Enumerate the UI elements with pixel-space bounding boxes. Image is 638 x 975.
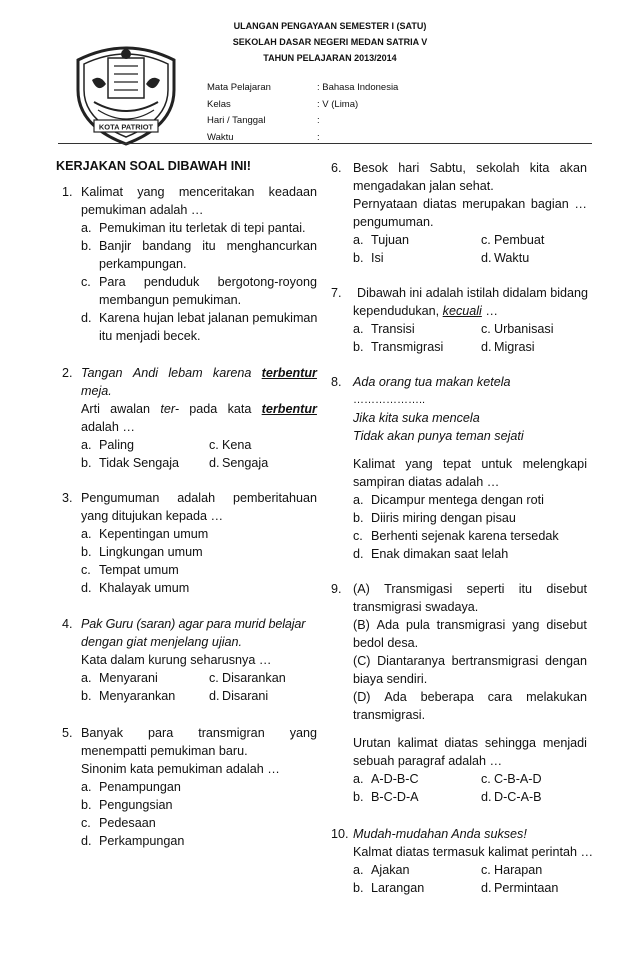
word: yang [512,618,540,632]
word: melengkapi [522,457,587,471]
question-8-prompt-cont: sampiran diatas adalah … [353,475,500,489]
option-label: c. [81,275,91,289]
word: pada [189,402,218,416]
question-6-stem [353,159,587,177]
question-number: 1. [62,185,73,199]
option-label: d. [481,340,492,354]
word: menghancurkan [226,239,317,253]
option-text: Permintaan [494,881,559,895]
option-text: Pengungsian [99,798,173,812]
word: kependudukan, [353,304,440,318]
title-line: TAHUN PELAJARAN 2013/2014 [263,53,397,63]
question-5-stem [81,724,317,742]
word: … [485,304,498,318]
word: itu [518,582,533,596]
option-text: Lingkungan umum [99,545,203,559]
option-label: a. [353,772,364,786]
option-label: d. [481,790,492,804]
word: Banjir [99,239,132,253]
word: Ada [376,618,400,632]
logo-text: KOTA PATRIOT [98,122,154,132]
question-number: 4. [62,617,73,631]
sentence-d-cont: transmigrasi. [353,708,426,722]
question-1-stem [81,183,317,201]
question-6-prompt-cont: pengumuman. [353,215,434,229]
option-text: Enak dimakan saat lelah [371,547,509,561]
info-label: Waktu [207,131,234,143]
word: (B) [353,618,370,632]
option-label: c. [353,529,363,543]
question-number: 9. [331,582,342,596]
option-text: Paling [99,438,135,452]
option-label: a. [353,233,364,247]
poem-line: Jika kita suka mencela [353,411,480,425]
option-label: b. [81,689,92,703]
document-title [180,18,480,66]
option-text-cont: itu menjadi becek. [99,329,201,343]
option-text: Tujuan [371,233,410,247]
option-text: Isi [371,251,384,265]
sentence-b-cont: bedol desa. [353,636,419,650]
word: transmigran [198,726,265,740]
poem-line: Tidak akan punya teman sejati [353,429,524,443]
info-value: : [317,131,320,143]
word: kalimat [397,736,438,750]
option-text: Sengaja [222,456,269,470]
option-text: C-B-A-D [494,772,542,786]
option-text: Transisi [371,322,415,336]
question-10-prompt: Kalmat diatas termasuk kalimat perintah … [353,845,594,859]
word: Pengumuman [81,491,160,505]
word: sehingga [484,736,537,750]
key-word: terbentur [261,366,317,380]
word: seperti [466,582,505,596]
word: bergotong-royong [217,275,317,289]
word: para [148,726,174,740]
word: keadaan [268,185,317,199]
option-label: a. [81,527,92,541]
option-text: Berhenti sejenak karena tersedak [371,529,559,543]
word: bagian [530,197,569,211]
word: akan [559,161,587,175]
word: karena [212,366,252,380]
option-text: Waktu [494,251,530,265]
word: Diantaranya [377,654,445,668]
question-4-prompt: Kata dalam kurung seharusnya … [81,653,272,667]
option-text: Harapan [494,863,543,877]
option-text [99,273,317,291]
question-2-prompt [81,400,317,418]
question-number: 2. [62,366,73,380]
header-divider [58,143,592,144]
option-text [99,237,317,255]
option-text: Pembuat [494,233,545,247]
option-text: D-C-A-B [494,790,542,804]
option-label: a. [81,438,92,452]
word: Banyak [81,726,124,740]
word: sekolah [476,161,520,175]
question-7-stem: Dibawah ini adalah istilah didalam bidang [357,286,589,300]
option-text: Transmigrasi [371,340,444,354]
option-text: Disarani [222,689,269,703]
word: Andi [132,366,159,380]
option-label: d. [353,547,364,561]
option-text: Disarankan [222,671,286,685]
word: diatas [444,736,479,750]
word: (C) [353,654,371,668]
option-text: Dicampur mentega dengan roti [371,493,544,507]
option-text: Larangan [371,881,425,895]
option-label: d. [81,581,92,595]
word: Kalimat [81,185,123,199]
question-1-stem-cont: pemukiman adalah … [81,203,204,217]
word: yang [405,457,433,471]
option-text: Migrasi [494,340,535,354]
option-text: Kepentingan umum [99,527,209,541]
school-logo [64,40,188,148]
info-label: Hari / Tanggal [207,115,266,126]
option-label: b. [81,239,92,253]
word: Urutan [353,736,391,750]
option-label: c. [481,233,491,247]
info-row [207,97,398,114]
question-6-prompt [353,195,587,213]
sentence-a-cont: transmigrasi swadaya. [353,600,479,614]
option-text: Kena [222,438,252,452]
option-label: c. [481,863,491,877]
sentence-c-cont: biaya sendiri. [353,672,428,686]
option-label: b. [81,798,92,812]
word: Ada [384,690,407,704]
word: Transmigasi [384,582,453,596]
option-label: d. [481,251,492,265]
question-9-prompt-cont: sebuah paragraf adalah … [353,754,503,768]
word: beberapa [420,690,474,704]
question-6-stem-cont: mengadakan jalan sehat. [353,179,494,193]
word: adalah [177,491,216,505]
question-number: 7. [331,286,342,300]
key-word: kecuali [442,304,482,318]
word: bandang [142,239,192,253]
option-label: b. [353,511,364,525]
word: merupakan [462,197,526,211]
question-3-stem-cont: yang ditujukan kepada … [81,509,224,523]
option-label: a. [81,671,92,685]
word: Para [99,275,126,289]
title-line: SEKOLAH DASAR NEGERI MEDAN SATRIA V [232,37,428,47]
option-text: Menyarani [99,671,158,685]
option-text: Menyarankan [99,689,176,703]
option-text: Tidak Sengaja [99,456,180,470]
word: Kalimat [353,457,395,471]
option-text: Tempat umum [99,563,179,577]
word: tepat [443,457,472,471]
option-text-cont: perkampungan. [99,257,187,271]
question-number: 5. [62,726,73,740]
option-text: Urbanisasi [494,322,554,336]
option-text: Karena hujan lebat jalanan pemukiman [99,311,318,325]
word: ter- [160,402,180,416]
word: itu [202,239,216,253]
word: kata [227,402,252,416]
option-label: a. [353,863,364,877]
option-label: c. [481,322,491,336]
word: menjadi [542,736,587,750]
instructions-heading: KERJAKAN SOAL DIBAWAH INI! [56,159,251,173]
option-label: b. [353,790,364,804]
word: Tangan [81,366,123,380]
word: disebut [546,582,587,596]
word: Arti [81,402,100,416]
word: Sabtu, [429,161,466,175]
question-7-stem-cont [353,302,498,320]
sentence-d [353,688,587,706]
info-value: : [317,115,320,126]
poem-line: Ada orang tua makan ketela [353,375,511,389]
title-line: ULANGAN PENGAYAAN SEMESTER I (SATU) [233,21,427,31]
info-row [207,80,398,97]
word: (A) [353,582,370,596]
info-value: : V (Lima) [317,98,359,110]
option-label: a. [353,322,364,336]
option-label: b. [353,251,364,265]
option-text: B-C-D-A [371,790,419,804]
option-label: a. [81,780,92,794]
question-9-prompt [353,734,587,752]
sentence-b [353,616,587,634]
question-number: 6. [331,161,342,175]
word: (D) [353,690,371,704]
option-label: a. [353,493,364,507]
option-label: d. [209,689,220,703]
word: yang [289,726,317,740]
word: menceritakan [178,185,255,199]
option-label: b. [81,545,92,559]
question-10-stem: Mudah-mudahan Anda sukses! [353,827,527,841]
option-label: c. [209,671,219,685]
question-5-prompt: Sinonim kata pemukiman adalah … [81,762,280,776]
word: lebam [168,366,203,380]
question-number: 3. [62,491,73,505]
option-label: d. [81,311,92,325]
option-label: b. [353,340,364,354]
word: diatas [423,197,457,211]
word: disebut [546,618,587,632]
poem-blank: ……………….. [353,394,426,406]
word: hari [398,161,420,175]
word: untuk [481,457,513,471]
word: transmigrasi [436,618,506,632]
option-label: b. [81,456,92,470]
word: pula [405,618,430,632]
option-text: Ajakan [371,863,410,877]
option-text: Khalayak umum [99,581,190,595]
option-text: Perkampungan [99,834,185,848]
word: cara [487,690,513,704]
option-label: c. [81,563,91,577]
question-2-stem [81,364,317,382]
word: kita [529,161,550,175]
option-text: A-D-B-C [371,772,419,786]
sentence-c [353,652,587,670]
word: Pernyataan [353,197,418,211]
info-label: Mata Pelajaran [207,82,271,93]
exam-info [207,80,398,146]
question-2-prompt-cont: adalah … [81,420,135,434]
option-label: d. [209,456,220,470]
info-value: : Bahasa Indonesia [317,82,399,93]
info-row [207,113,398,130]
option-label: c. [481,772,491,786]
option-text: Penampungan [99,780,181,794]
word: dengan [544,654,587,668]
question-4-stem: Pak Guru (saran) agar para murid belajar [81,617,306,631]
word: Besok [353,161,389,175]
word: … [574,197,587,211]
word: yang [137,185,165,199]
word: awalan [110,402,151,416]
question-2-stem-cont: meja. [81,384,112,398]
info-label: Kelas [207,98,231,110]
option-label: b. [353,881,364,895]
sentence-a [353,580,587,598]
word: bertransmigrasi [451,654,539,668]
word: melakukan [526,690,587,704]
question-number: 8. [331,375,342,389]
option-text: Pedesaan [99,816,156,830]
question-8-prompt [353,455,587,473]
question-5-stem-cont: menempatti pemukiman baru. [81,744,248,758]
word: penduduk [143,275,200,289]
option-text: Pemukiman itu terletak di tepi pantai. [99,221,306,235]
option-label: c. [81,816,91,830]
key-word: terbentur [261,402,317,416]
question-3-stem [81,489,317,507]
option-text-cont: membangun pemukiman. [99,293,242,307]
option-label: d. [81,834,92,848]
question-number: 10. [331,827,349,841]
question-4-stem-cont: dengan giat menjelang ujian. [81,635,243,649]
option-label: d. [481,881,492,895]
option-label: a. [81,221,92,235]
option-text: Diiris miring dengan pisau [371,511,516,525]
word: pemberitahuan [232,491,317,505]
option-label: c. [209,438,219,452]
